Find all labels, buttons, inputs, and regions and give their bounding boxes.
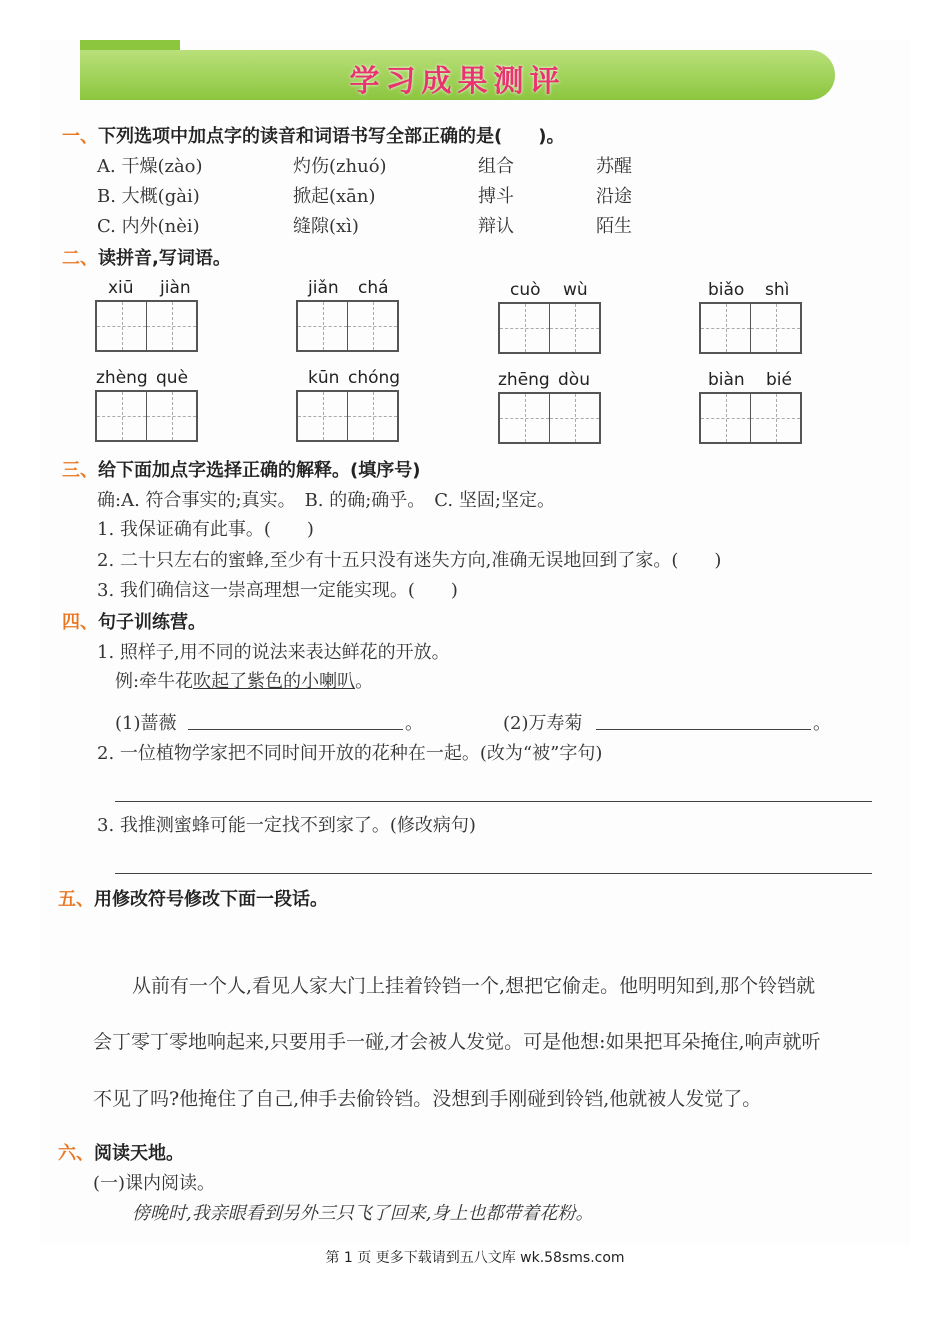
pinyin-2b: chá bbox=[358, 278, 389, 298]
pinyin-3a: cuò bbox=[510, 280, 541, 300]
q3-sentence-3: 3. 我们确信这一崇高理想一定能实现。( ) bbox=[97, 580, 458, 601]
pinyin-7a: zhēng bbox=[498, 370, 550, 390]
q5-paragraph-line-3: 不见了吗?他掩住了自己,伸手去偷铃铛。没想到手刚碰到铃铛,他就被人发觉了。 bbox=[93, 1088, 762, 1110]
q4-answer-1-period: 。 bbox=[405, 713, 423, 734]
q1-heading: 一、下列选项中加点字的读音和词语书写全部正确的是( )。 bbox=[62, 126, 565, 147]
q4-answer-line-3[interactable] bbox=[115, 873, 872, 874]
q3-sentence-1: 1. 我保证确有此事。( ) bbox=[97, 519, 314, 540]
q3-sentence-2: 2. 二十只左右的蜜蜂,至少有十五只没有迷失方向,准确无误地回到了家。( ) bbox=[97, 550, 722, 571]
pinyin-1a: xiū bbox=[108, 278, 134, 298]
q4-instruction-3: 3. 我推测蜜蜂可能一定找不到家了。(修改病句) bbox=[97, 815, 476, 836]
write-box-1[interactable] bbox=[95, 300, 198, 352]
q5-heading: 五、用修改符号修改下面一段话。 bbox=[58, 889, 328, 910]
q1-a-3: 组合 bbox=[478, 156, 514, 177]
q6-subheading: (一)课内阅读。 bbox=[93, 1173, 216, 1194]
page-title: 学习成果测评 bbox=[349, 64, 566, 99]
q4-answer-1-line[interactable] bbox=[188, 729, 403, 730]
page-footer: 第 1 页 更多下载请到五八文库 wk.58sms.com bbox=[325, 1250, 625, 1266]
q1-a-4: 苏醒 bbox=[596, 156, 632, 177]
pinyin-3b: wù bbox=[563, 280, 588, 300]
q1-b-3: 搏斗 bbox=[478, 186, 514, 207]
q4-instruction-2: 2. 一位植物学家把不同时间开放的花种在一起。(改为“被”字句) bbox=[97, 743, 603, 764]
q4-answer-2-label: (2)万寿菊 bbox=[503, 713, 583, 734]
q1-c-1: C. 内外(nèi) bbox=[97, 216, 200, 237]
pinyin-4b: shì bbox=[765, 280, 790, 300]
pinyin-4a: biǎo bbox=[708, 280, 745, 300]
write-box-6[interactable] bbox=[296, 390, 399, 442]
q5-paragraph-line-2: 会丁零丁零地响起来,只要用手一碰,才会被人发觉。可是他想:如果把耳朵掩住,响声就听 bbox=[93, 1031, 821, 1053]
q4-instruction-1: 1. 照样子,用不同的说法来表达鲜花的开放。 bbox=[97, 642, 450, 663]
pinyin-5b: què bbox=[156, 368, 189, 388]
pinyin-7b: dòu bbox=[558, 370, 590, 390]
q6-heading: 六、阅读天地。 bbox=[58, 1143, 184, 1164]
write-box-4[interactable] bbox=[699, 302, 802, 354]
write-box-3[interactable] bbox=[498, 302, 601, 354]
q2-heading: 二、读拼音,写词语。 bbox=[62, 248, 231, 269]
pinyin-5a: zhèng bbox=[96, 368, 148, 388]
pinyin-8a: biàn bbox=[708, 370, 745, 390]
q1-b-2: 掀起(xān) bbox=[293, 186, 376, 207]
q4-answer-2-line[interactable] bbox=[596, 729, 811, 730]
write-box-2[interactable] bbox=[296, 300, 399, 352]
q3-heading: 三、给下面加点字选择正确的解释。(填序号) bbox=[62, 460, 421, 481]
q4-example: 例:牵牛花吹起了紫色的小喇叭。 bbox=[115, 671, 374, 692]
q4-answer-2-period: 。 bbox=[813, 713, 831, 734]
q1-c-4: 陌生 bbox=[596, 216, 632, 237]
pinyin-6b: chóng bbox=[348, 368, 401, 388]
q4-heading: 四、句子训练营。 bbox=[62, 612, 206, 633]
write-box-5[interactable] bbox=[95, 390, 198, 442]
write-box-8[interactable] bbox=[699, 392, 802, 444]
q5-paragraph-line-1: 从前有一个人,看见人家大门上挂着铃铛一个,想把它偷走。他明明知到,那个铃铛就 bbox=[132, 975, 816, 997]
pinyin-8b: bié bbox=[766, 370, 792, 390]
pinyin-6a: kūn bbox=[308, 368, 340, 388]
q1-c-2: 缝隙(xì) bbox=[293, 216, 359, 237]
q1-a-2: 灼伤(zhuó) bbox=[293, 156, 387, 177]
q3-definitions: 确:A. 符合事实的;真实。 B. 的确;确乎。 C. 坚固;坚定。 bbox=[97, 490, 555, 511]
q6-reading-text: 傍晚时,我亲眼看到另外三只飞了回来,身上也都带着花粉。 bbox=[132, 1203, 594, 1224]
pinyin-1b: jiàn bbox=[160, 278, 191, 298]
q1-a-1: A. 干燥(zào) bbox=[97, 156, 203, 177]
q4-answer-1-label: (1)蔷薇 bbox=[115, 713, 177, 734]
title-banner bbox=[80, 50, 835, 100]
q1-b-4: 沿途 bbox=[596, 186, 632, 207]
pinyin-2a: jiǎn bbox=[308, 278, 339, 298]
q4-answer-line-2[interactable] bbox=[115, 801, 872, 802]
q1-b-1: B. 大概(gài) bbox=[97, 186, 200, 207]
write-box-7[interactable] bbox=[498, 392, 601, 444]
q1-c-3: 辩认 bbox=[478, 216, 514, 237]
